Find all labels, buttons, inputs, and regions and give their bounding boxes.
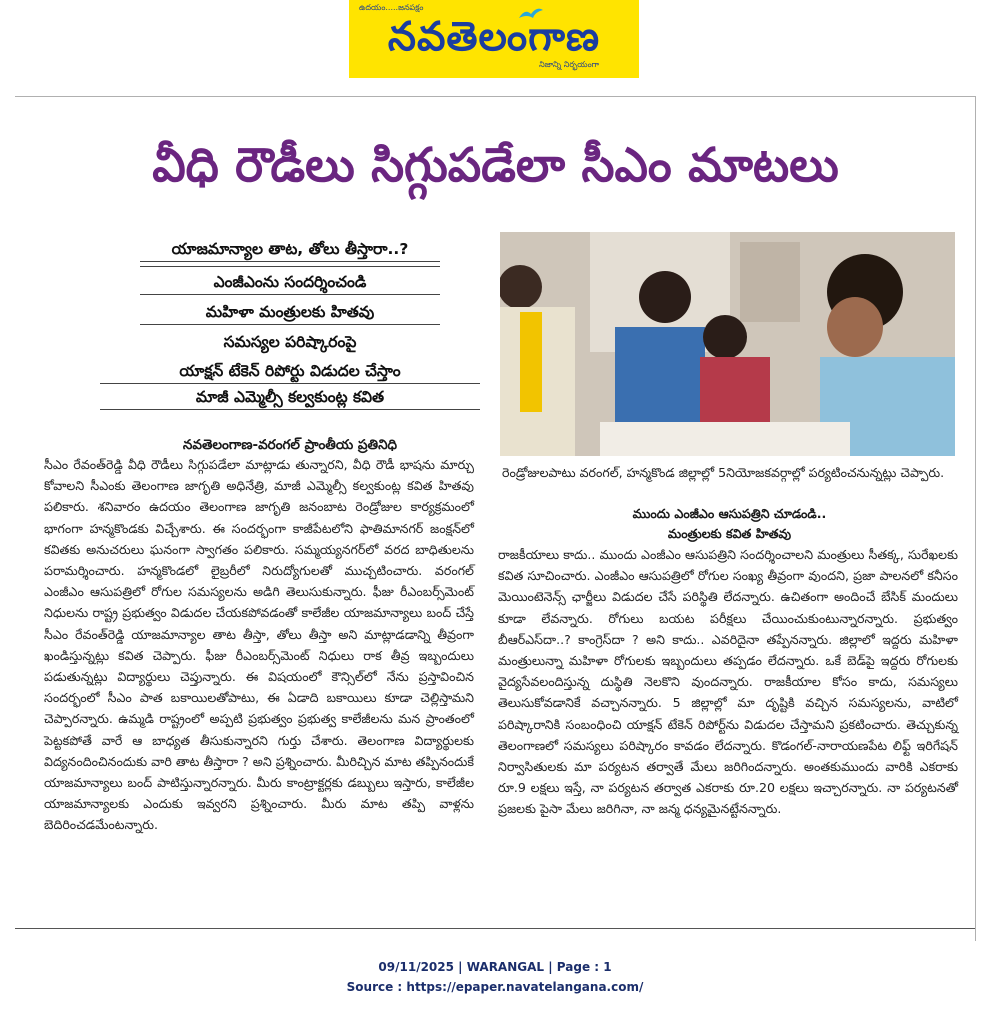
bottom-divider bbox=[15, 928, 975, 929]
section-subhead: ముందు ఎంజీఎం ఆసుపత్రిని చూడండి.. bbox=[632, 506, 827, 521]
article-deck bbox=[80, 238, 500, 410]
news-photo bbox=[500, 232, 955, 456]
deck-line: యాజమాన్యాల తాట, తోలు తీస్తారా..? bbox=[171, 240, 409, 258]
article-headline: వీధి రౌడీలు సిగ్గుపడేలా సీఎం మాటలు bbox=[152, 138, 839, 193]
photo-caption: రెండ్రోజులపాటు వరంగల్, హన్మకొండ జిల్లాల్లో 5నియోజకవర్గాల్లో పర్యటించనున్నట్లు చెప్పారు. bbox=[502, 465, 945, 480]
deck-line: యాక్షన్ టేకెన్ రిపోర్టు విడుదల చేస్తాం bbox=[179, 362, 401, 380]
footer-source: Source : https://epaper.navatelangana.com/ bbox=[346, 980, 644, 994]
section-subhead: మంత్రులకు కవిత హితవు bbox=[667, 526, 792, 541]
footer-date-edition: 09/11/2025 | WARANGAL | Page : 1 bbox=[378, 960, 612, 974]
masthead-tagline: ఉదయం.....జనపక్షం bbox=[359, 3, 424, 12]
deck-divider bbox=[100, 409, 480, 410]
article-byline: నవతెలంగాణ-వరంగల్ ప్రాంతీయ ప్రతినిధి bbox=[182, 437, 398, 453]
top-divider bbox=[15, 96, 975, 97]
deck-line: సమస్యల పరిష్కారంపై bbox=[223, 333, 357, 351]
deck-divider bbox=[140, 261, 440, 267]
deck-divider bbox=[100, 383, 480, 384]
deck-divider bbox=[140, 324, 440, 325]
deck-line: ఎంజీఎంను సందర్శించండి bbox=[213, 273, 367, 291]
deck-divider bbox=[140, 294, 440, 295]
right-divider bbox=[975, 96, 976, 941]
masthead-title: నవతెలంగాణ bbox=[387, 14, 601, 60]
deck-line: మాజీ ఎమ్మెల్సీ కల్వకుంట్ల కవిత bbox=[195, 388, 385, 406]
masthead-subtitle: నిజాన్ని నిర్భయంగా bbox=[539, 60, 599, 69]
masthead-logo bbox=[349, 0, 639, 78]
deck-line: మహిళా మంత్రులకు హితవు bbox=[205, 303, 375, 321]
photo-illustration bbox=[500, 232, 955, 456]
article-column-1: సీఎం రేవంత్‌రెడ్డి వీధి రౌడీలు సిగ్గుపడేలా మాట్లాడు తున్నారని, వీధి రౌడీ భాషను మార్చు కోవాలని సీఎంకు తెలంగాణ జాగృతి అధినేత్రి, మాజీ ఎమ్మెల్సీ కల్వకుంట్ల కవిత హితవు పలికారు. శనివారం ఉదయం తెలంగాణ జాగృతి జనంబాట రెండ్రోజుల కార్యక్రమంలో భాగంగా హన్మకొండకు విచ్చేశారు. ఈ సందర్భంగా కాజీపేటలోని ఫాతిమానగర్ జంక్షన్‌లో కవితకు అనుచరులు ఘనంగా స్వాగతం పలికారు. సమ్మయ్యనగర్‌లో వరద బాధితులను పరామర్శించారు. హన్మకొండలో లైబ్రరీలో నిరుద్యోగులతో ముచ్చటించారు. వరంగల్ ఎంజీఎం ఆసుపత్రిలో రోగుల సమస్యలను అడిగి తెలుసుకున్నారు. ఫీజు రీఎంబర్స్‌మెంట్ నిధులను రాష్ట్ర ప్రభుత్వం విడుదల చేయకపోవడంతో కాలేజీల యాజమాన్యాలు బంద్ చేస్తే సీఎం రేవంత్‌రెడ్డి యాజమాన్యాల తాట తీస్తా, తోలు తీస్తా అని మాట్లాడడాన్ని తీవ్రంగా ఖండిస్తున్నట్లు కవిత చెప్పారు. ఫీజు రీఎంబర్స్‌మెంట్ నిధులు రాక తీవ్ర ఇబ్బందులు పడుతున్నట్లు విద్యార్థులు చెప్తున్నారు. ఈ విషయంలో కౌన్సిల్‌లో నేను ప్రస్తావించిన సందర్భంలో సీఎం పాత బకాయిలతోపాటు, ఈ ఏడాది బకాయిలు కూడా చెల్లిస్తామని చెప్పారన్నారు. ఉమ్మడి రాష్ట్రంలో అప్పటి ప్రభుత్వం ప్రభుత్వ కాలేజీలను మన ప్రాంతంలో పెట్టకపోతే వారే ఆ బాధ్యత తీసుకున్నారని గుర్తు చేశారు. తెలంగాణ విద్యార్థులకు విద్యనందించినందుకు వారి తాట తీస్తారా ? అని ప్రశ్నించారు. మీరిచ్చిన మాట తప్పినందుకే యాజమాన్యాలు బంద్ పాటిస్తున్నారన్నారు. మీరు కాంట్రాక్టర్లకు డబ్బులు ఇస్తారు, కాలేజీల యాజమాన్యాలకు ఎందుకు ఇవ్వరని ప్రశ్నించారు. మీరు మాట తప్పి వాళ్లను బెదిరించడమేంటన్నారు. bbox=[44, 457, 474, 833]
article-column-2: రాజకీయాలు కాదు.. ముందు ఎంజీఎం ఆసుపత్రిని సందర్శించాలని మంత్రులు సీతక్క, సురేఖలకు కవిత సూచించారు. ఎంజీఎం ఆసుపత్రిలో రోగుల సంఖ్య తీవ్రంగా వుందని, ప్రజా పాలనలో కనీసం మెయింటెనెన్స్ ఛార్జీలు విడుదల చేసే పరిస్థితి లేదన్నారు. ఉచితంగా అందించే బేసిక్ మందులు కూడా లేవన్నారు. రోగులు బయట పరీక్షలు చేయించుకుంటున్నారన్నారు. ప్రభుత్వం బీఆర్‌ఎస్‌దా..? కాంగ్రెస్‌దా ? అని కాదు.. ఎవరిదైనా తప్పేనన్నారు. జిల్లాలో ఇద్దరు మహిళా మంత్రులున్నా మహిళా రోగులకు ఇబ్బందులు తప్పడం లేదన్నారు. ఒకే బెడ్‌పై ఇద్దరు రోగులకు వైద్యసేవలందిస్తున్న దుస్థితి నెలకొని వుందన్నారు. రాజకీయాల కోసం కాదు, సమస్యలు తెలుసుకోవడానికే వచ్చానన్నారు. 5 జిల్లాల్లో మా దృష్టికి వచ్చిన సమస్యలను, వాటిలో పరిష్కారానికి సంబంధించి యాక్షన్ టేకెన్ రిపోర్ట్‌ను విడుదల చేస్తామని ప్రకటించారు. తెచ్చుకున్న తెలంగాణలో సమస్యలు పరిష్కారం కావడం లేదన్నారు. కొడంగల్-నారాయణపేట లిఫ్ట్ ఇరిగేషన్ నిర్వాసితులకు మా పర్యటన తర్వాతే మేలు జరిగిందన్నారు. అంతకుముందు వారికి ఎకరాకు రూ.9 లక్షలు ఇస్తే, నా పర్యటన తర్వాత ఎకరాకు రూ.20 లక్షలు ఇచ్చారన్నారు. నా పర్యటనతో ప్రజలకు పైసా మేలు జరిగినా, నా జన్మ ధన్యమైనట్టేనన్నారు. bbox=[498, 547, 958, 817]
